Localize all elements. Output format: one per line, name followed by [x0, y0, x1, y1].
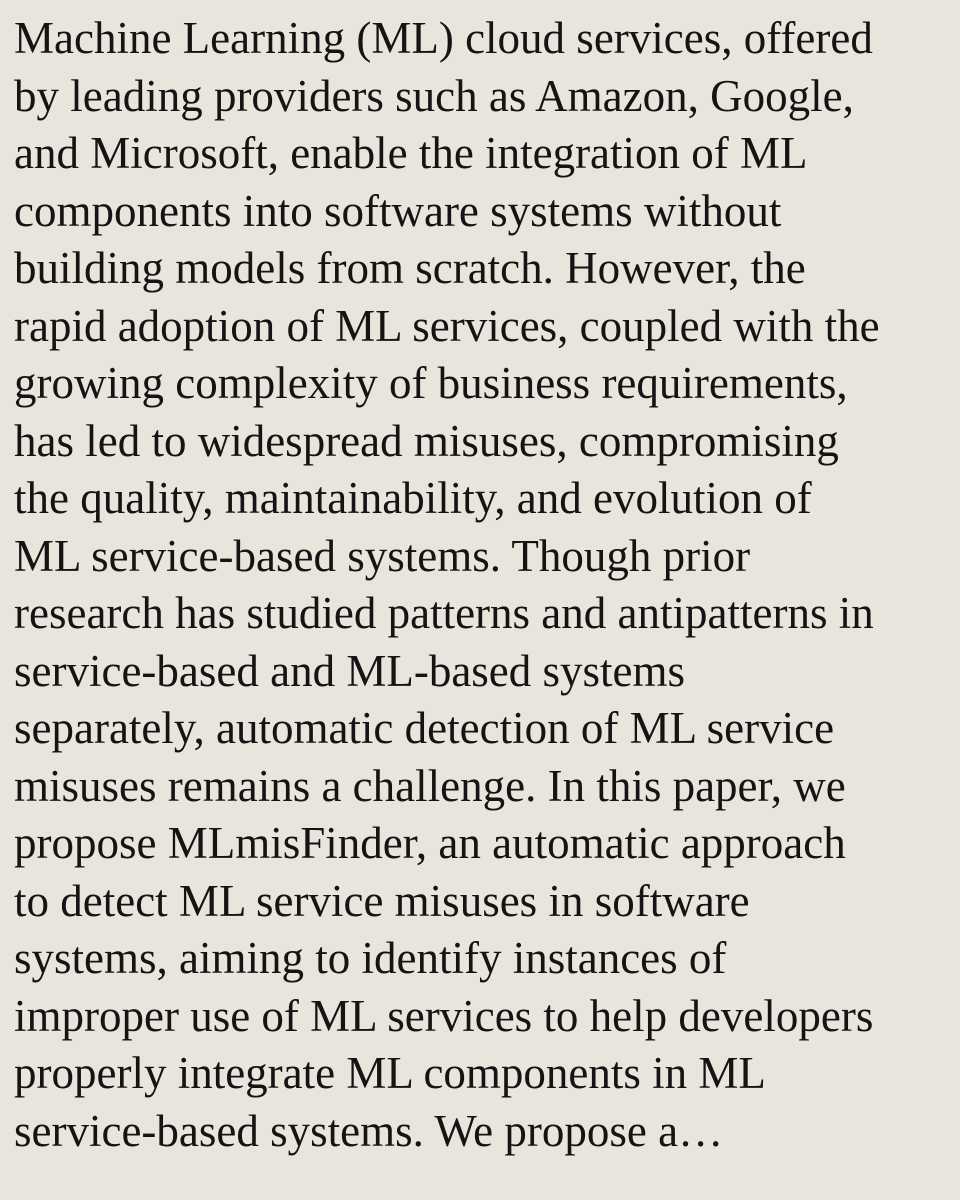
abstract-line: components into software systems without [14, 185, 782, 236]
abstract-line: to detect ML service misuses in software [14, 875, 750, 926]
abstract-text [14, 10, 960, 1160]
abstract-line: service-based systems. We propose a… [14, 1105, 724, 1156]
abstract-line: rapid adoption of ML services, coupled with the [14, 300, 880, 351]
abstract-line: growing complexity of business requirements, [14, 358, 848, 408]
abstract-line: has led to widespread misuses, compromising [14, 415, 839, 466]
abstract-line: service-based and ML-based systems [14, 645, 686, 696]
abstract-line: and Microsoft, enable the integration of ML [14, 128, 808, 178]
abstract-line: misuses remains a challenge. In this paper, we [14, 760, 846, 811]
abstract-line: separately, automatic detection of ML service [14, 703, 835, 753]
abstract-line: ML service-based systems. Though prior [14, 530, 751, 581]
abstract-line: the quality, maintainability, and evolution of [14, 473, 812, 523]
abstract-line: by leading providers such as Amazon, Google, [14, 70, 854, 121]
abstract-line: building models from scratch. However, the [14, 243, 806, 293]
abstract-line: properly integrate ML components in ML [14, 1048, 766, 1098]
abstract-line: improper use of ML services to help developers [14, 990, 874, 1041]
abstract-line: Machine Learning (ML) cloud services, offered [14, 13, 873, 63]
abstract-line: systems, aiming to identify instances of [14, 933, 727, 983]
abstract-line: research has studied patterns and antipatterns in [14, 588, 874, 638]
abstract-line: propose MLmisFinder, an automatic approach [14, 818, 846, 868]
